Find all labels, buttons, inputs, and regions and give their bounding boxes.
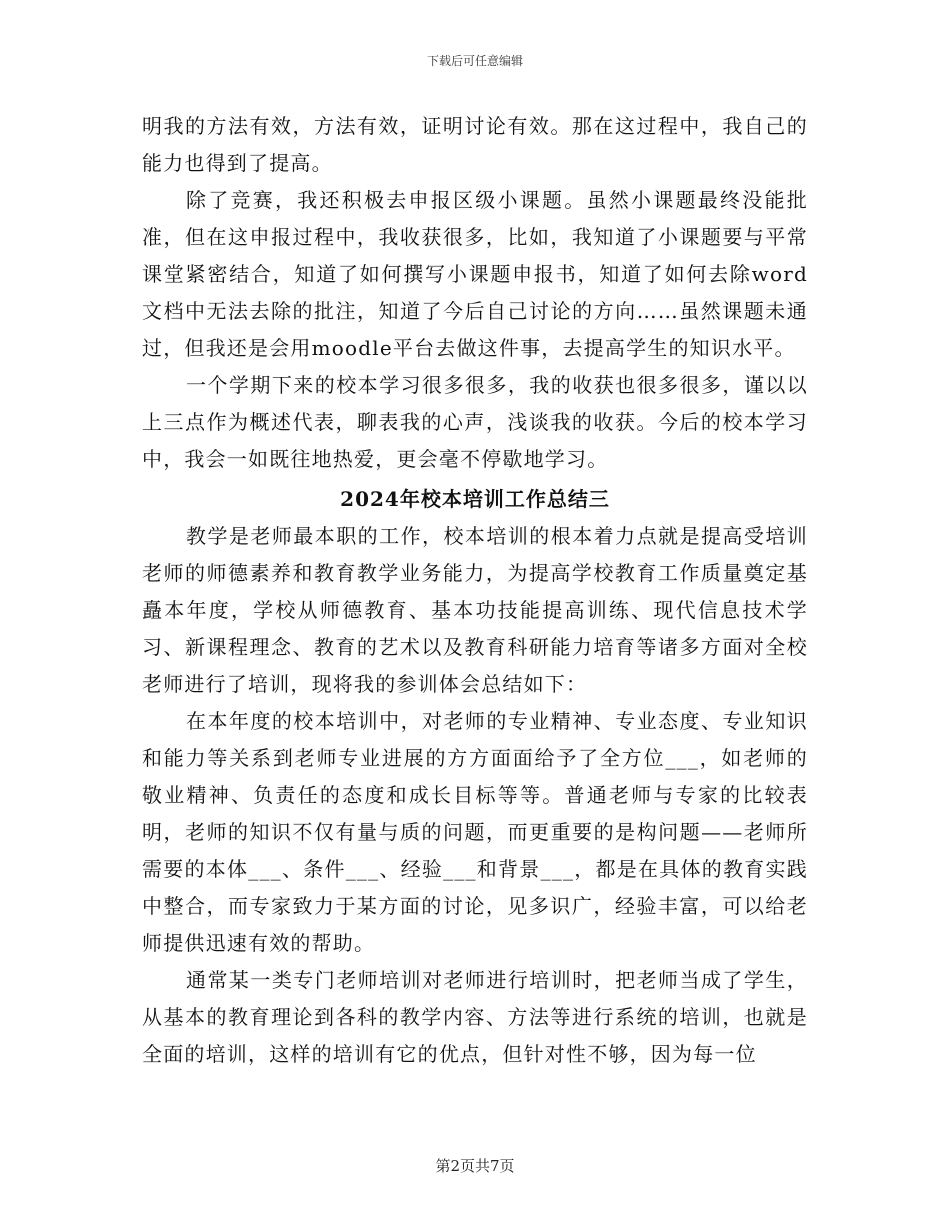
page-number: 第2页共7页: [435, 1157, 515, 1175]
section-paragraph-general-training: 通常某一类专门老师培训对老师进行培训时，把老师当成了学生，从基本的教育理论到各科的教学内容、方法等进行系统的培训，也就是全面的培训，这样的培训有它的优点，但针对性不够，因为每一位: [142, 968, 808, 1066]
paragraph-competition: 除了竞赛，我还积极去申报区级小课题。虽然小课题最终没能批准，但在这申报过程中，我收获很多，比如，我知道了小课题要与平常课堂紧密结合，知道了如何撰写小课题申报书，知道了如何去除word文档中无法去除的批注，知道了今后自己讨论的方向……虽然课题未通过，但我还是会用moodle平台去做这件事，去提高学生的知识水平。: [142, 188, 808, 360]
section-paragraph-intro: 教学是老师最本职的工作，校本培训的根本着力点就是提高受培训老师的师德素养和教育教学业务能力，为提高学校教育工作质量奠定基矗本年度，学校从师德教育、基本功技能提高训练、现代信息技术学习、新课程理念、教育的艺术以及教育科研能力培育等诸多方面对全校老师进行了培训，现将我的参训体会总结如下：: [142, 524, 808, 696]
document-body: [142, 108, 808, 1073]
paragraph-semester-summary: 一个学期下来的校本学习很多很多，我的收获也很多很多，谨以以上三点作为概述代表，聊表我的心声，浅谈我的收获。今后的校本学习中，我会一如既往地热爱，更会毫不停歇地学习。: [142, 373, 808, 471]
section-title: 2024年校本培训工作总结三: [340, 487, 610, 511]
page-header-note: 下载后可任意编辑: [426, 54, 523, 68]
paragraph-continued: 明我的方法有效，方法有效，证明讨论有效。那在这过程中，我自己的能力也得到了提高。: [142, 114, 808, 175]
section-paragraph-training: 在本年度的校本培训中，对老师的专业精神、专业态度、专业知识和能力等关系到老师专业进展的方方面面给予了全方位___，如老师的敬业精神、负责任的态度和成长目标等等。普通老师与专家的比较表明，老师的知识不仅有量与质的问题，而更重要的是构问题——老师所需要的本体___、条件___、经验___和背景___，都是在具体的教育实践中整合，而专家致力于某方面的讨论，见多识广，经验丰富，可以给老师提供迅速有效的帮助。: [142, 709, 808, 955]
